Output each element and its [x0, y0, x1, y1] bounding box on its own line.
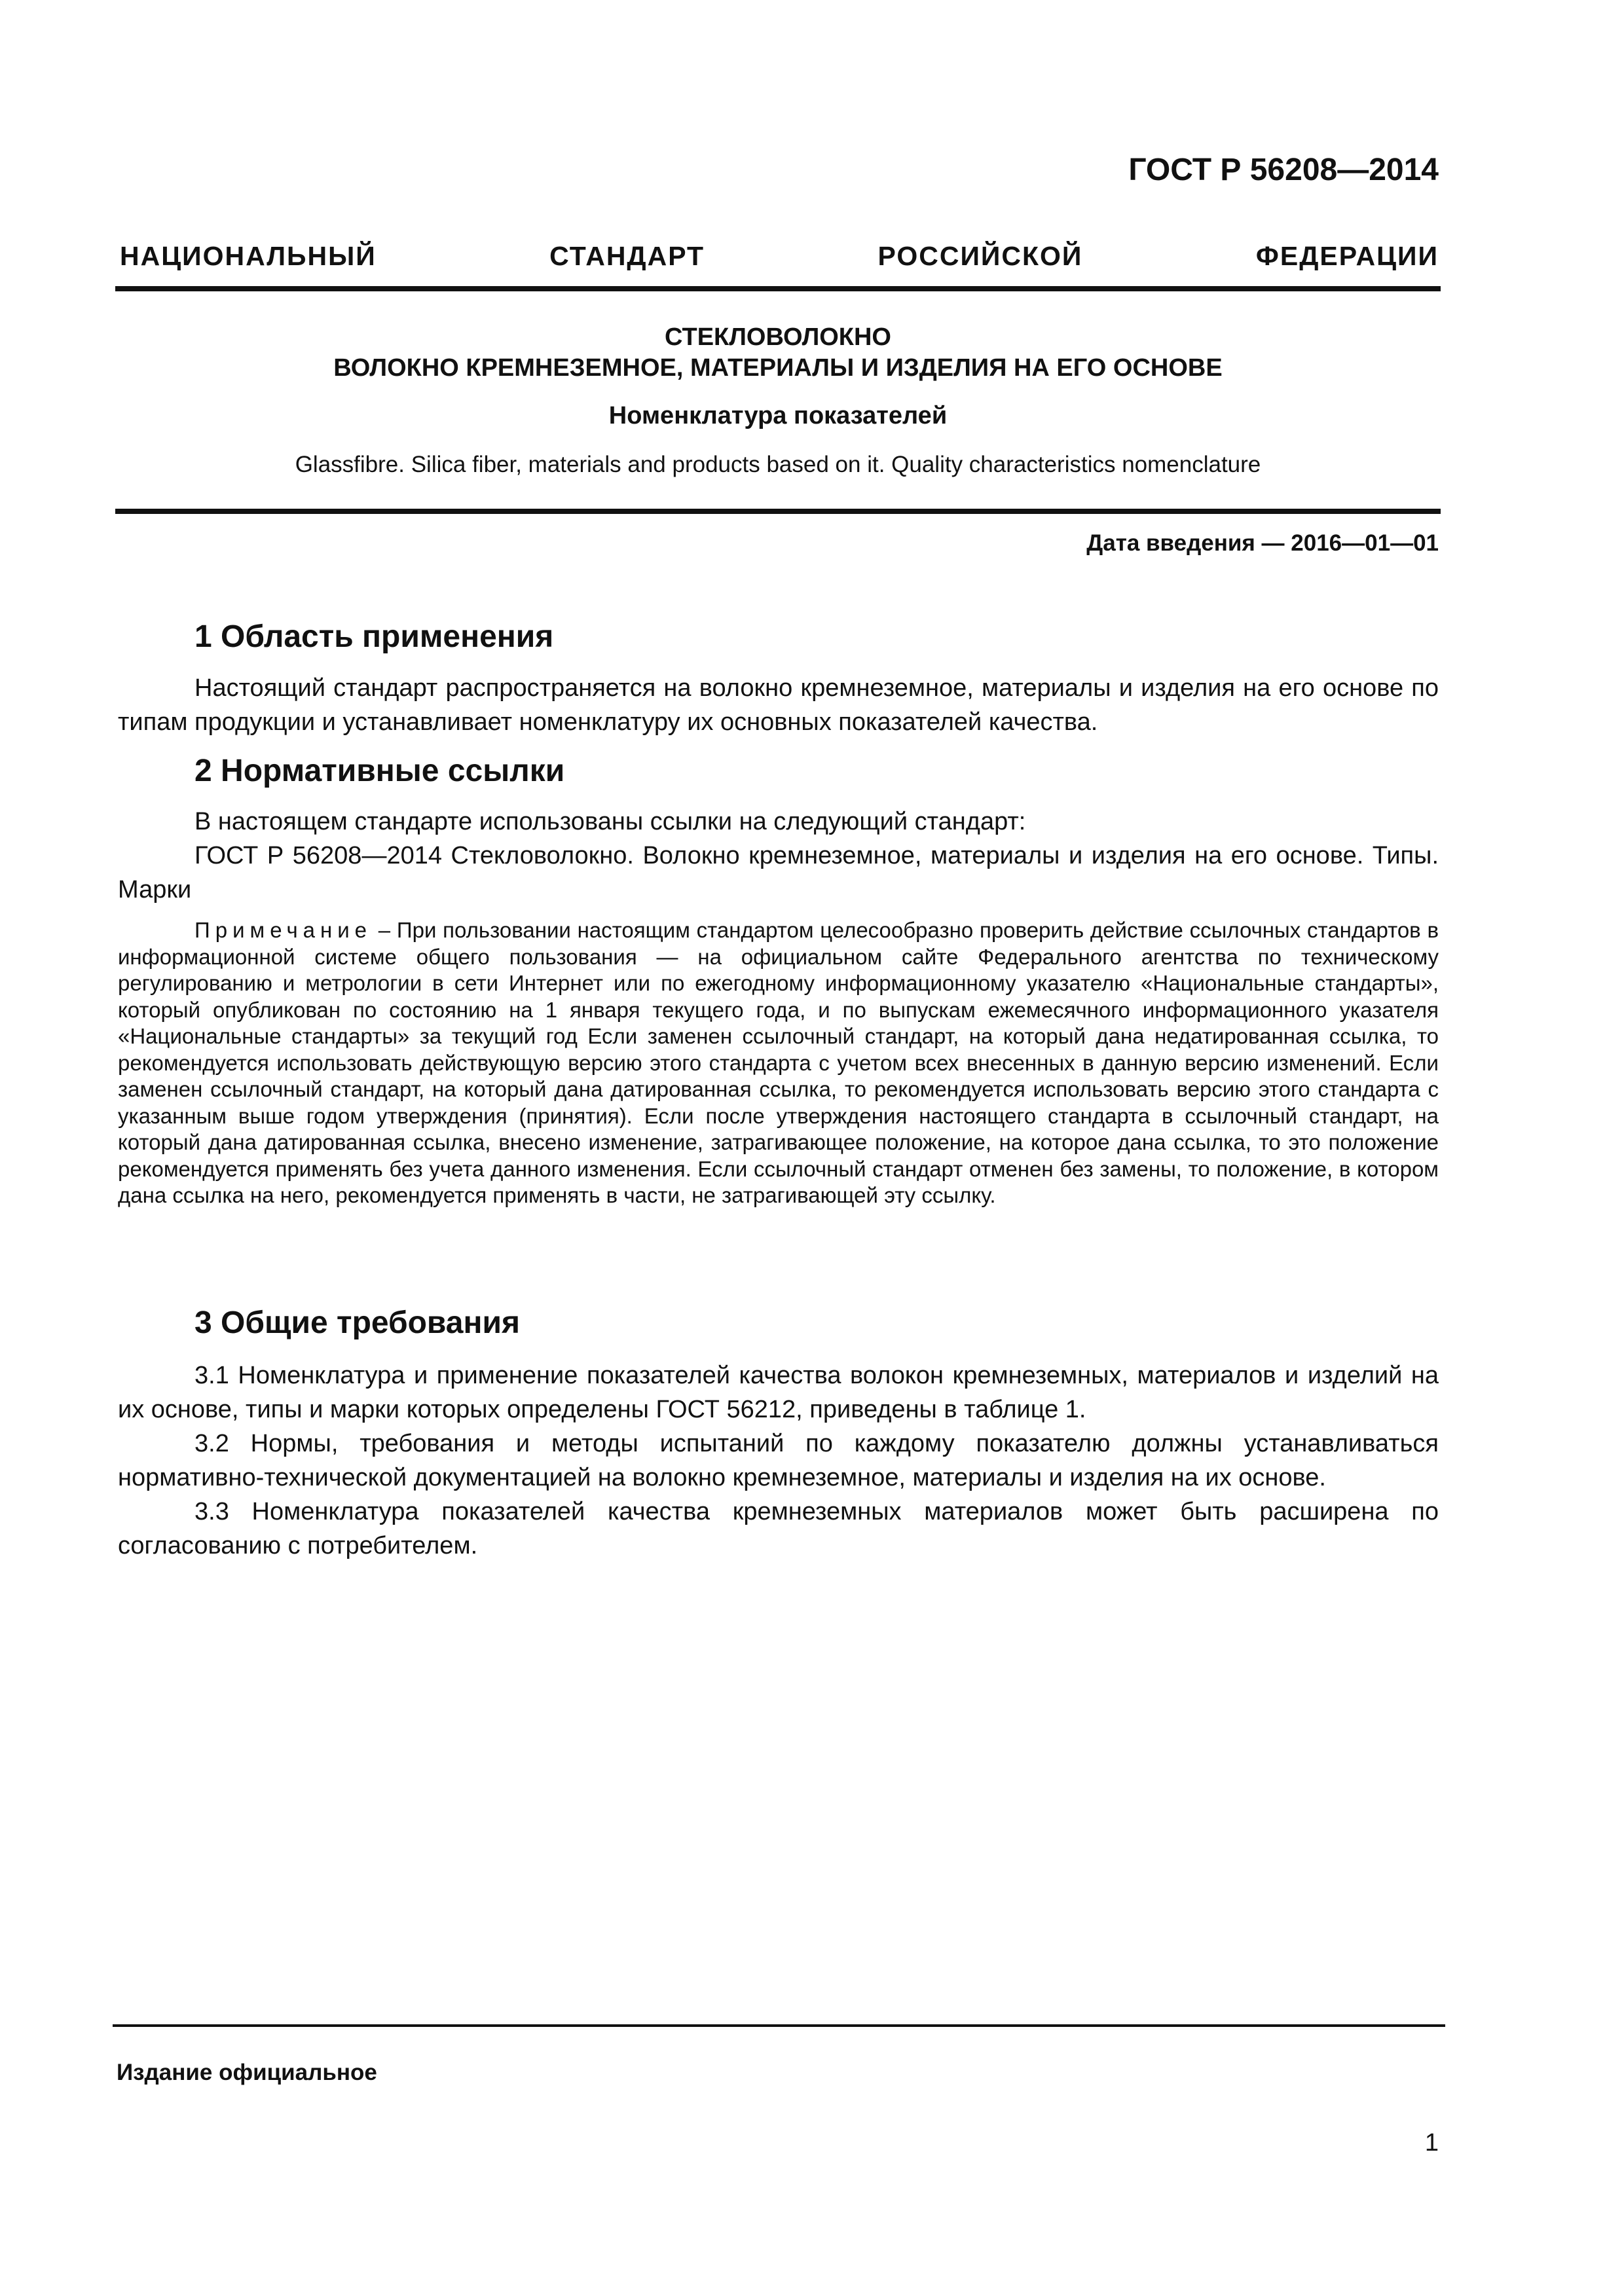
note-label: Примечание: [194, 918, 373, 942]
section-2-reference: ГОСТ Р 56208—2014 Стекловолокно. Волокно кремнеземное, материалы и изделия на его основе. Типы. Марки: [118, 842, 1439, 903]
section-1-heading: 1 Область применения: [194, 619, 554, 654]
note-text: – При пользовании настоящим стандартом целесообразно проверить действие ссылочных стандартов в информационной системе общего пользования — на официальном сайте Федерального агентства по техническому регулированию и метрологии в сети Интернет или по ежегодному информационному указателю «Национальные стандарты», который опубликован по состоянию на 1 января текущего года, и по выпускам ежемесячного информационного указателя «Национальные стандарты» за текущий год Если заменен ссылочный стандарт, на который дана недатированная ссылка, то рекомендуется использовать действующую версию этого стандарта с учетом всех внесенных в данную версию изменений. Если заменен ссылочный стандарт, на который дана датированная ссылка, то рекомендуется использовать версию этого стандарта с указанным выше годом утверждения (принятия). Если после утверждения настоящего стандарта в ссылочный стандарт, на который дана датированная ссылка, внесено изменение, затрагивающее положение, на которое дана ссылка, то это положение рекомендуется применять без учета данного изменения. Если ссылочный стандарт отменен без замены, то положение, в котором дана ссылка на него, рекомендуется применять в части, не затрагивающей эту ссылку.: [118, 918, 1439, 1207]
section-3-paragraph-3: 3.3 Номенклатура показателей качества кремнеземных материалов может быть расширена по согласованию с потребителем.: [118, 1498, 1439, 1559]
page-number: 1: [1424, 2129, 1439, 2157]
document-title-line1: СТЕКЛОВОЛОКНО: [665, 323, 891, 351]
edition-label: Издание официальное: [117, 2060, 377, 2085]
title-rule: [115, 509, 1441, 514]
section-3-body: [118, 1358, 1439, 1563]
section-1-body: [118, 671, 1439, 739]
document-title-line2: ВОЛОКНО КРЕМНЕЗЕМНОЕ, МАТЕРИАЛЫ И ИЗДЕЛИЯ НА ЕГО ОСНОВЕ: [333, 354, 1223, 382]
header-rule: [115, 286, 1441, 291]
section-2-paragraph-1: В настоящем стандарте использованы ссылки на следующий стандарт:: [194, 808, 1026, 835]
national-standard-title: НАЦИОНАЛЬНЫЙ СТАНДАРТ РОССИЙСКОЙ ФЕДЕРАЦИИ: [120, 241, 1439, 271]
section-2-heading: 2 Нормативные ссылки: [194, 754, 565, 788]
section-1-paragraph: Настоящий стандарт распространяется на волокно кремнеземное, материалы и изделия на его основе по типам продукции и устанавливает номенклатуру их основных показателей качества.: [118, 674, 1439, 736]
section-2-note: [118, 917, 1439, 1209]
section-3-paragraph-1: 3.1 Номенклатура и применение показателей качества волокон кремнеземных, материалов и изделий на их основе, типы и марки которых определены ГОСТ 56212, приведены в таблице 1.: [118, 1362, 1439, 1423]
footer-rule: [113, 2024, 1445, 2027]
section-2-body: [118, 805, 1439, 907]
standard-code: ГОСТ Р 56208—2014: [1128, 153, 1439, 187]
section-3-paragraph-2: 3.2 Нормы, требования и методы испытаний по каждому показателю должны устанавливаться нормативно-технической документацией на волокно кремнеземное, материалы и изделия на их основе.: [118, 1430, 1439, 1491]
introduction-date: Дата введения — 2016—01—01: [1086, 530, 1439, 556]
section-3-heading: 3 Общие требования: [194, 1305, 520, 1340]
english-title: Glassfibre. Silica fiber, materials and products based on it. Quality characteristics nomenclature: [295, 452, 1261, 477]
document-subtitle: Номенклатура показателей: [608, 402, 948, 429]
